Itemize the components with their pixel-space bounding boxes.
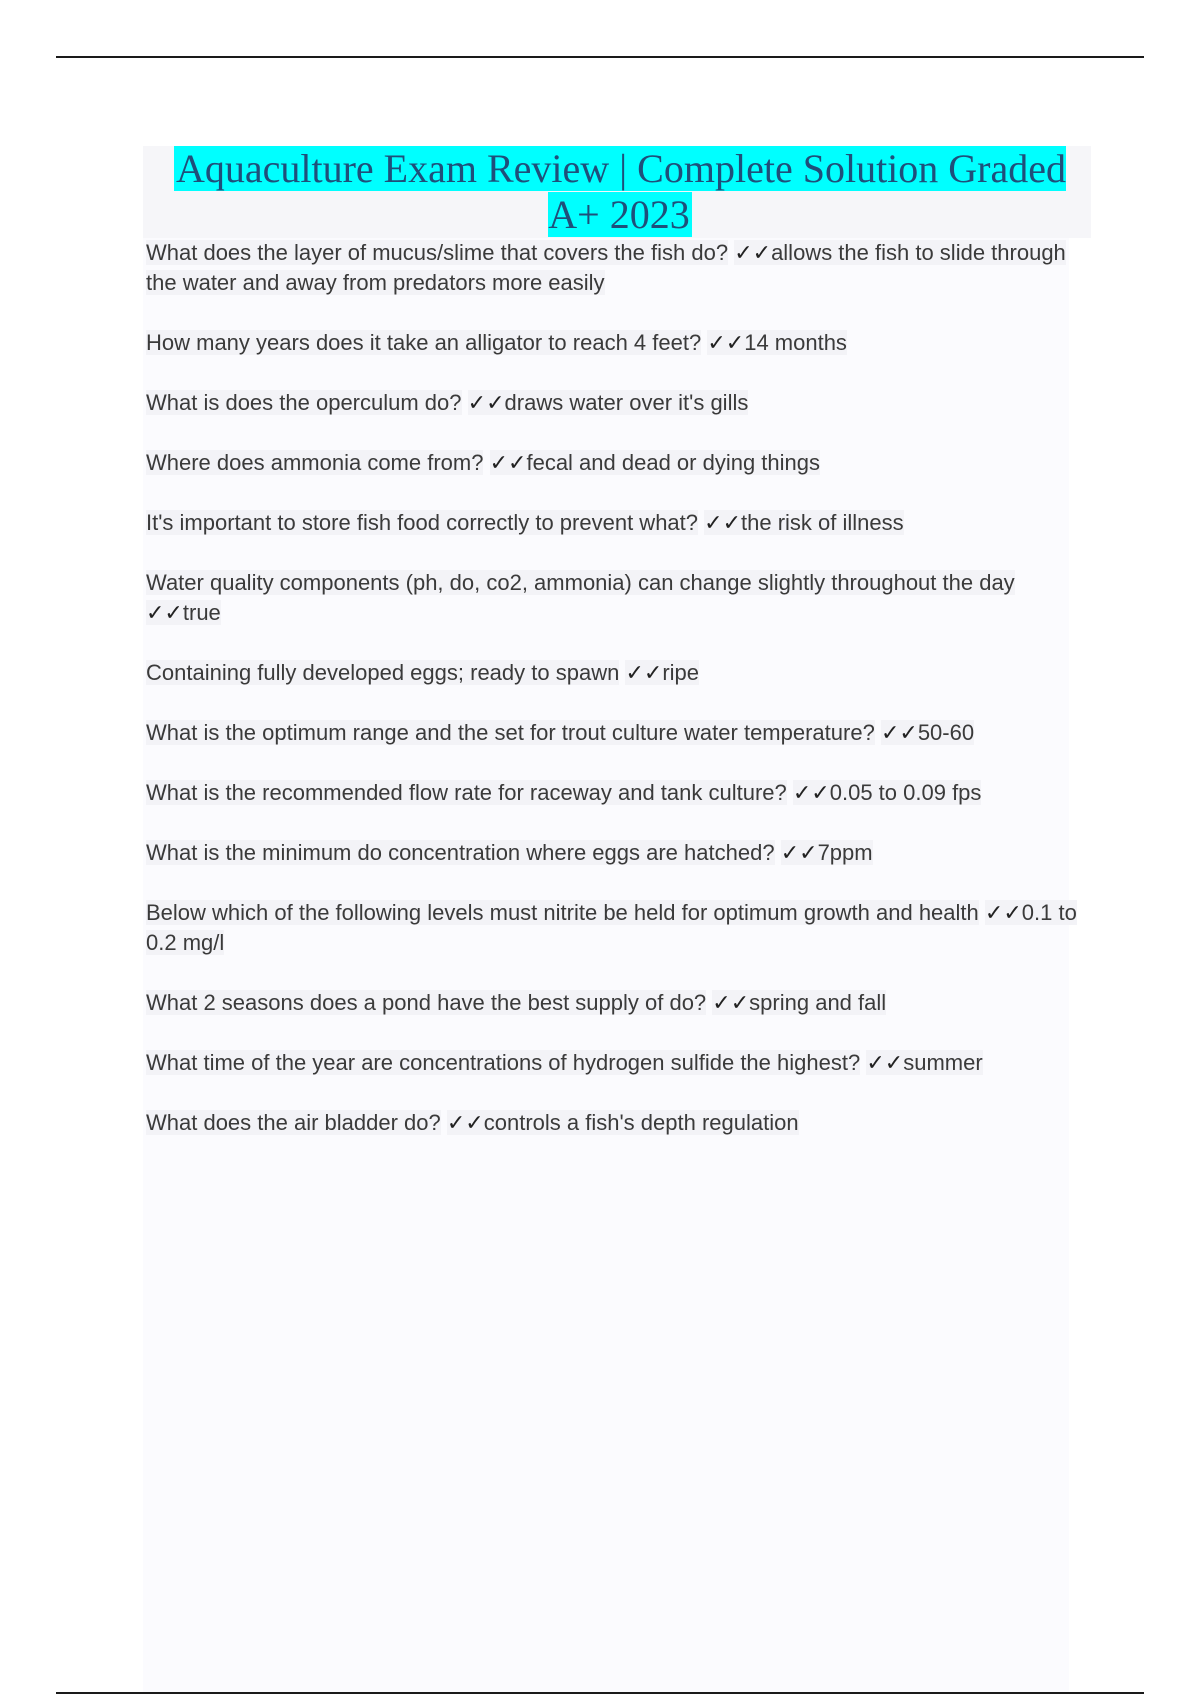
double-check-icon: ✓✓ <box>704 510 742 535</box>
answer-text: fecal and dead or dying things <box>526 450 821 475</box>
question-text: Water quality components (ph, do, co2, ammonia) can change slightly throughout the day <box>146 570 1015 595</box>
qa-item-12 <box>146 988 1081 1018</box>
qa-item-8 <box>146 718 1081 748</box>
question-text: It's important to store fish food correctly to prevent what? <box>146 510 699 535</box>
double-check-icon: ✓✓ <box>467 390 505 415</box>
double-check-icon: ✓✓ <box>489 450 527 475</box>
question-text: What is the recommended flow rate for raceway and tank culture? <box>146 780 787 805</box>
qa-item-10 <box>146 838 1081 868</box>
qa-item-5 <box>146 508 1081 538</box>
double-check-icon: ✓✓ <box>625 660 663 685</box>
qa-item-2 <box>146 328 1081 358</box>
answer-text: allows the fish to slide through the water and away from predators more easily <box>146 240 1066 295</box>
answer-text: controls a fish's depth regulation <box>483 1110 799 1135</box>
question-text: Where does ammonia come from? <box>146 450 484 475</box>
double-check-icon: ✓✓ <box>984 900 1022 925</box>
qa-item-9 <box>146 778 1081 808</box>
qa-item-4 <box>146 448 1081 478</box>
question-text: How many years does it take an alligator to reach 4 feet? <box>146 330 702 355</box>
question-text: What is does the operculum do? <box>146 390 462 415</box>
answer-text: the risk of illness <box>741 510 904 535</box>
qa-item-3 <box>146 388 1081 418</box>
answer-text: spring and fall <box>749 990 887 1015</box>
answer-text: 50-60 <box>917 720 975 745</box>
answer-text: true <box>182 600 221 625</box>
double-check-icon: ✓✓ <box>780 840 818 865</box>
answer-text: summer <box>903 1050 983 1075</box>
answer-text: 14 months <box>744 330 847 355</box>
answer-text: 0.1 to 0.2 mg/l <box>146 900 1077 955</box>
double-check-icon: ✓✓ <box>446 1110 484 1135</box>
question-text: What 2 seasons does a pond have the best supply of do? <box>146 990 707 1015</box>
answer-text: 7ppm <box>817 840 873 865</box>
double-check-icon: ✓✓ <box>146 600 183 625</box>
answer-text: draws water over it's gills <box>504 390 749 415</box>
document-title <box>160 146 1080 238</box>
qa-item-14 <box>146 1108 1081 1138</box>
question-text: What is the optimum range and the set for trout culture water temperature? <box>146 720 875 745</box>
answer-text: 0.05 to 0.09 fps <box>829 780 982 805</box>
qa-item-7 <box>146 658 1081 688</box>
double-check-icon: ✓✓ <box>880 720 918 745</box>
question-text: What time of the year are concentrations of hydrogen sulfide the highest? <box>146 1050 861 1075</box>
qa-item-11 <box>146 898 1081 958</box>
double-check-icon: ✓✓ <box>712 990 750 1015</box>
double-check-icon: ✓✓ <box>734 240 772 265</box>
question-text: What does the air bladder do? <box>146 1110 441 1135</box>
question-text: Below which of the following levels must nitrite be held for optimum growth and health <box>146 900 979 925</box>
question-text: What does the layer of mucus/slime that covers the fish do? <box>146 240 729 265</box>
double-check-icon: ✓✓ <box>792 780 830 805</box>
question-text: What is the minimum do concentration where eggs are hatched? <box>146 840 775 865</box>
qa-item-13 <box>146 1048 1081 1078</box>
qa-item-6 <box>146 568 1081 628</box>
question-text: Containing fully developed eggs; ready to spawn <box>146 660 620 685</box>
bottom-rule <box>56 1692 1144 1694</box>
double-check-icon: ✓✓ <box>866 1050 904 1075</box>
top-rule <box>56 56 1144 58</box>
answer-text: ripe <box>662 660 699 685</box>
document-title-text: Aquaculture Exam Review | Complete Solution Graded A+ 2023 <box>175 146 1067 237</box>
qa-item-1 <box>146 238 1081 298</box>
qa-list <box>146 238 1081 1168</box>
double-check-icon: ✓✓ <box>707 330 745 355</box>
